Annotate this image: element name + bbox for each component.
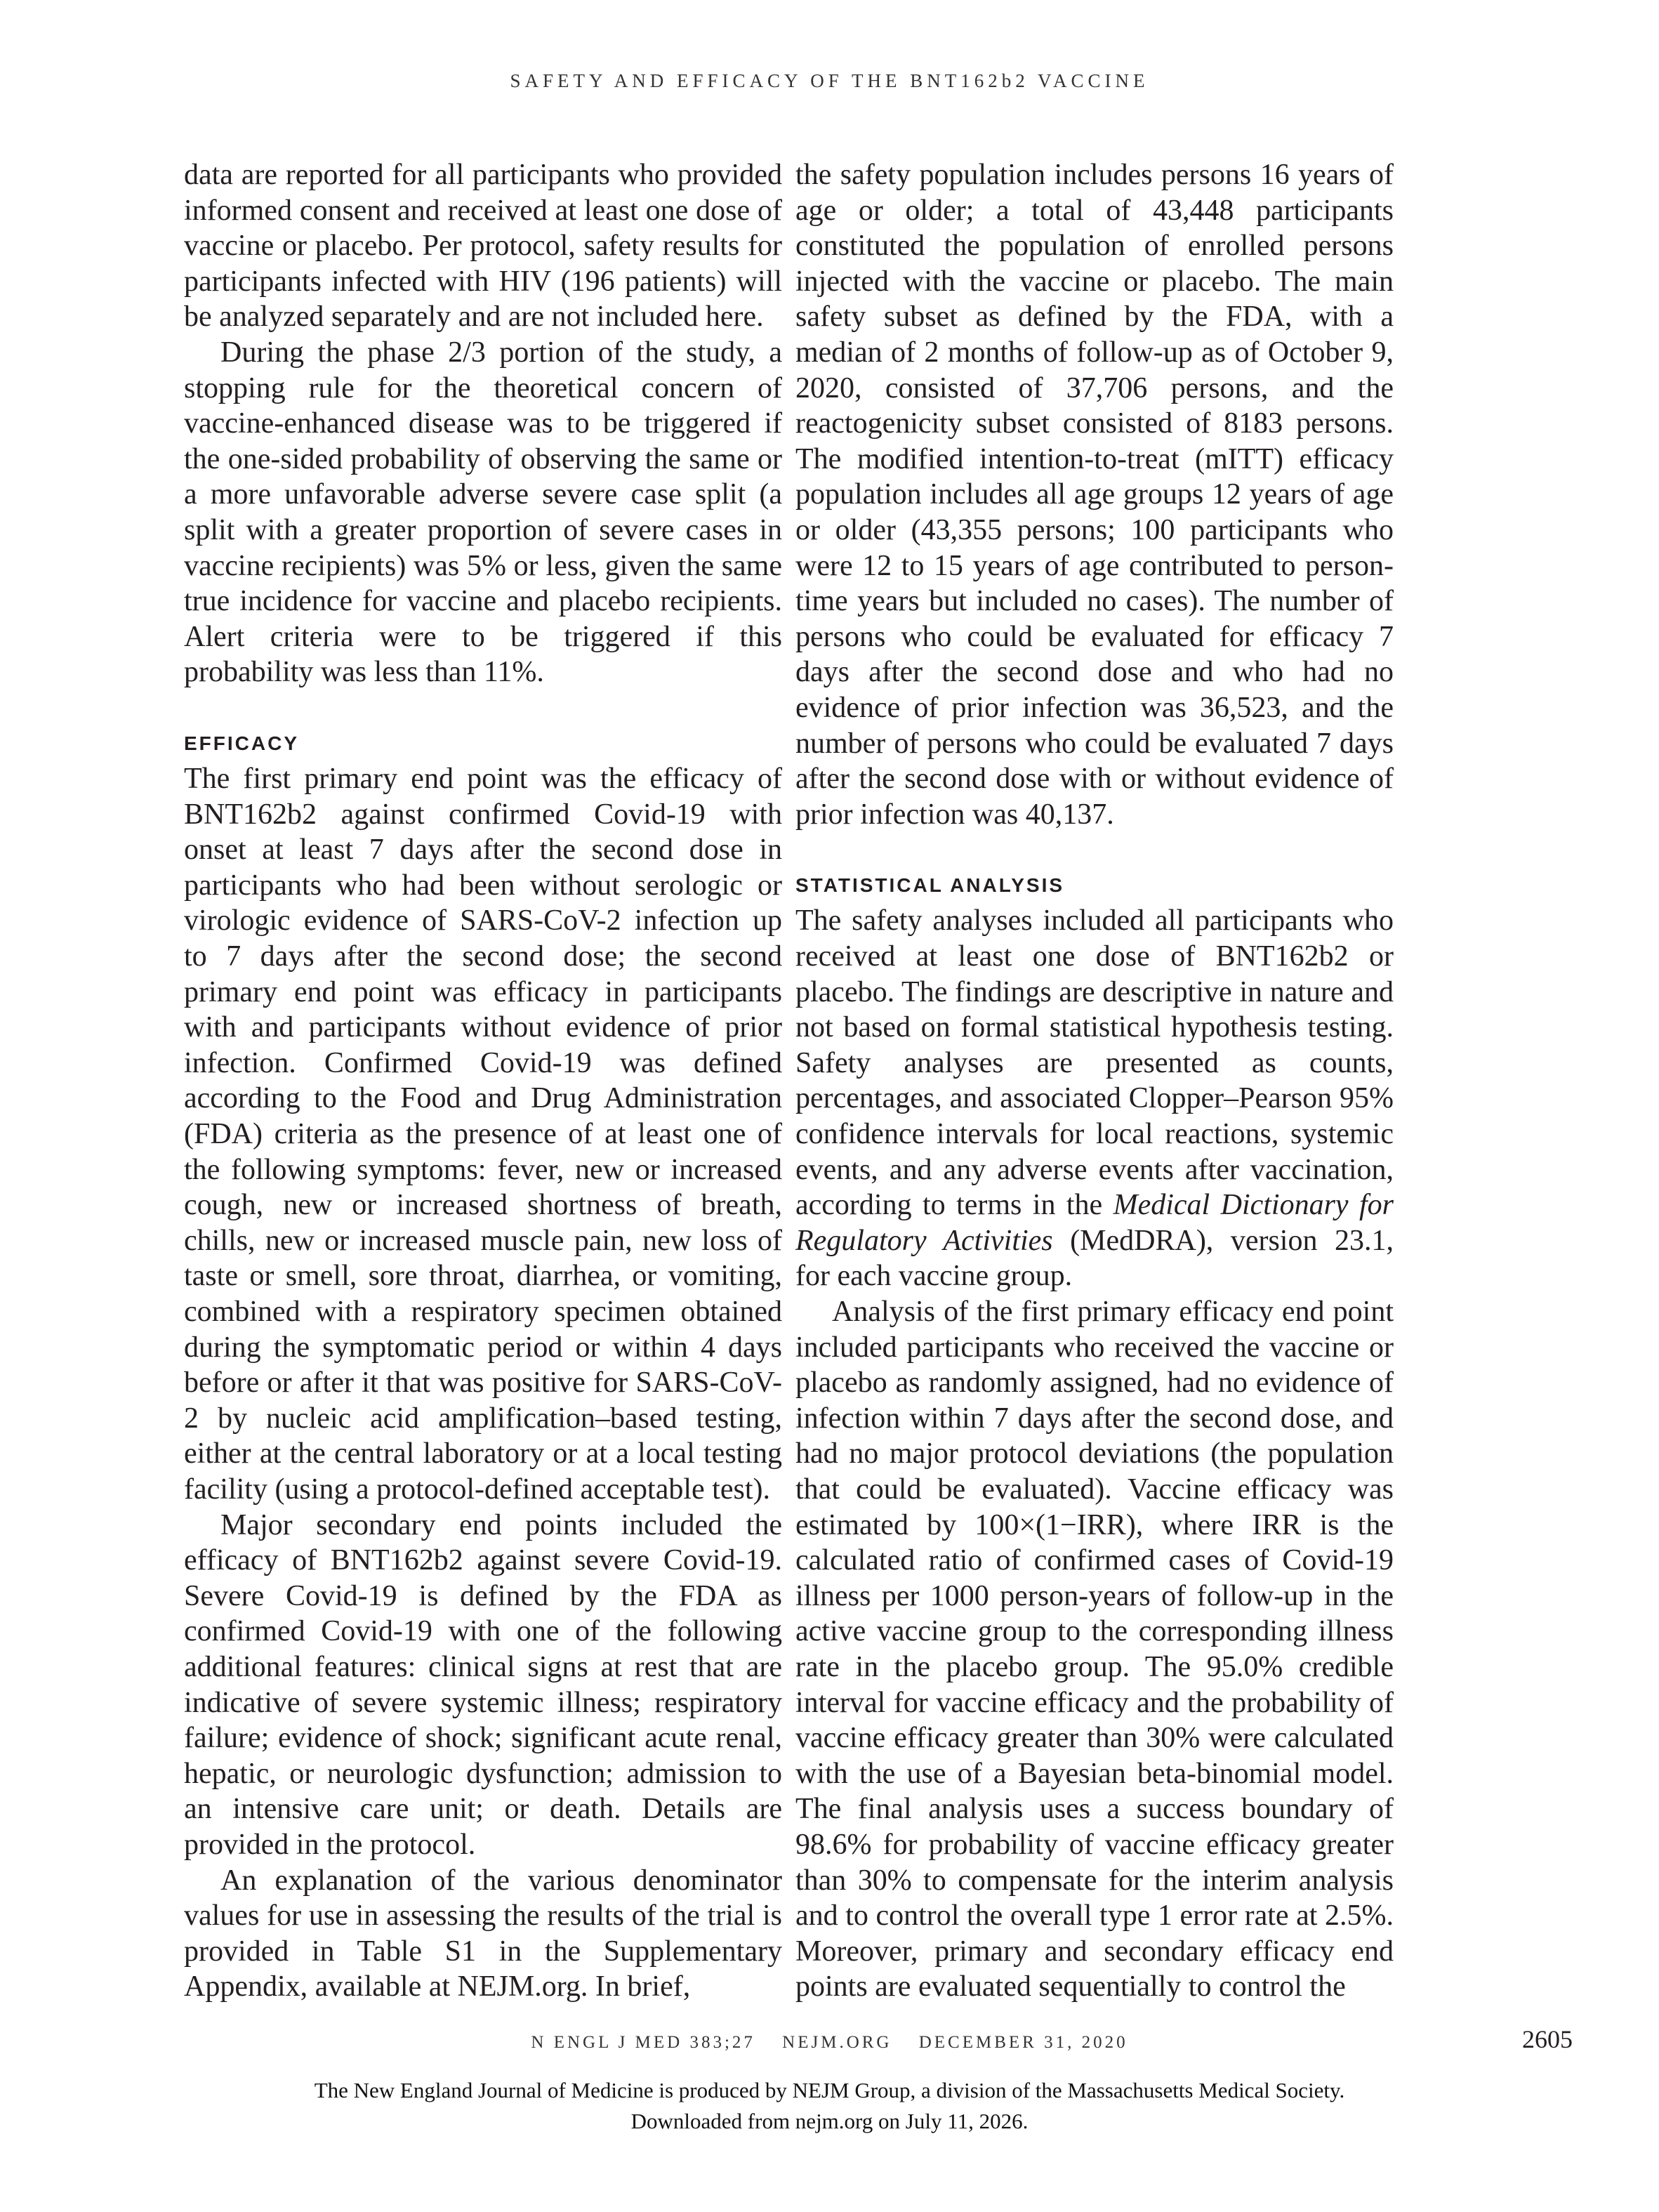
- paragraph: During the phase 2/3 portion of the study, a stopping rule for the theoretical concern of vaccine-enhanced disease was to be triggered if the one-sided probability of observing the same or a more unfavorable adverse severe case split (a split with a greater proportion of severe cases in vaccine recipients) was 5% or less, given the same true incidence for vaccine and placebo recipients. Alert criteria were to be triggered if this probability was less than 11%.: [184, 336, 782, 689]
- issue-date: DECEMBER 31, 2020: [918, 2033, 1128, 2052]
- paragraph: The first primary end point was the efficacy of BNT162b2 against confirmed Covid-19 with onset at least 7 days after the second dose in participants who had been without serologic or virologic evidence of SARS-CoV-2 infection up to 7 days after the second dose; the second primary end point was efficacy in participants with and participants without evidence of prior infection. Confirmed Covid-19 was defined according to the Food and Drug Administration (FDA) criteria as the presence of at least one of the following symptoms: fever, new or increased cough, new or increased shortness of breath, chills, new or increased muscle pain, new loss of taste or smell, sore throat, diarrhea, or vomiting, combined with a respiratory specimen obtained during the symptomatic period or within 4 days before or after it that was positive for SARS-CoV-2 by nucleic acid amplification–based testing, either at the central laboratory or at a local testing facility (using a protocol-defined acceptable test).: [184, 763, 782, 1506]
- paragraph: data are reported for all participants who provided informed consent and received at least one dose of vaccine or placebo. Per protocol, safety results for participants infected with HIV (196 patients) will be analyzed separately and are not included here.: [184, 159, 782, 334]
- section-gap: [184, 690, 782, 726]
- paragraph: [795, 903, 1394, 1294]
- journal-footer: [0, 2033, 1659, 2053]
- section-gap: [795, 832, 1394, 868]
- journal-citation: N ENGL J MED 383;27: [531, 2033, 755, 2052]
- paragraph: the safety population includes persons 16 years of age or older; a total of 43,448 participants constituted the population of enrolled persons injected with the vaccine or placebo. The main safety subset as defined by the FDA, with a median of 2 months of follow-up as of October 9, 2020, consisted of 37,706 persons, and the reactogenicity subset consisted of 8183 persons. The modified intention-to-treat (mITT) efficacy population includes all age groups 12 years of age or older (43,355 persons; 100 participants who were 12 to 15 years of age contributed to person-time years but included no cases). The number of persons who could be evaluated for efficacy 7 days after the second dose and who had no evidence of prior infection was 36,523, and the number of persons who could be evaluated 7 days after the second dose with or without evidence of prior infection was 40,137.: [795, 159, 1394, 831]
- section-heading-statistical-analysis: STATISTICAL ANALYSIS: [795, 874, 1065, 896]
- download-note-line: Downloaded from nejm.org on July 11, 2026.: [630, 2109, 1029, 2133]
- paragraph: An explanation of the various denominator values for use in assessing the results of the trial is provided in Table S1 in the Supplementary Appendix, available at NEJM.org. In brief,: [184, 1864, 782, 2003]
- download-note: [0, 2075, 1659, 2137]
- paragraph: Analysis of the first primary efficacy end point included participants who received the vaccine or placebo as randomly assigned, had no evidence of infection within 7 days after the second dose, and had no major protocol deviations (the population that could be evaluated). Vaccine efficacy was estimated by 100×(1−IRR), where IRR is the calculated ratio of confirmed cases of Covid-19 illness per 1000 person-years of follow-up in the active vaccine group to the corresponding illness rate in the placebo group. The 95.0% credible interval for vaccine efficacy and the probability of vaccine efficacy greater than 30% were calculated with the use of a Bayesian beta-binomial model. The final analysis uses a success boundary of 98.6% for probability of vaccine efficacy greater than 30% to compensate for the interim analysis and to control the overall type 1 error rate at 2.5%. Moreover, primary and secondary efficacy end points are evaluated sequentially to control the: [795, 1296, 1394, 2003]
- section-heading-efficacy: EFFICACY: [184, 732, 299, 754]
- running-head: SAFETY AND EFFICACY OF THE BNT162b2 VACCINE: [510, 70, 1149, 91]
- right-column: [795, 157, 1394, 2005]
- download-note-line: The New England Journal of Medicine is produced by NEJM Group, a division of the Massachusetts Medical Society.: [314, 2078, 1345, 2102]
- page-number: 2605: [1522, 2025, 1573, 2053]
- paragraph-text: (MedDRA), version 23.1, for each vaccine group.: [795, 1224, 1394, 1293]
- journal-site: NEJM.ORG: [782, 2033, 892, 2052]
- paragraph-text: The safety analyses included all participants who received at least one dose of BNT162b2 or placebo. The findings are descriptive in nature and not based on formal statistical hypothesis testing. Safety analyses are presented as counts, percentages, and associated Clopper–Pearson 95% confidence intervals for local reactions, systemic events, and any adverse events after vaccination, according to terms in the: [795, 904, 1394, 1222]
- paragraph: Major secondary end points included the efficacy of BNT162b2 against severe Covid-19. Severe Covid-19 is defined by the FDA as confirmed Covid-19 with one of the following additional features: clinical signs at rest that are indicative of severe systemic illness; respiratory failure; evidence of shock; significant acute renal, hepatic, or neurologic dysfunction; admission to an intensive care unit; or death. Details are provided in the protocol.: [184, 1508, 782, 1861]
- italic-term: Medical Dictionary for Regulatory Activities: [795, 1189, 1394, 1257]
- left-column: [184, 157, 782, 2005]
